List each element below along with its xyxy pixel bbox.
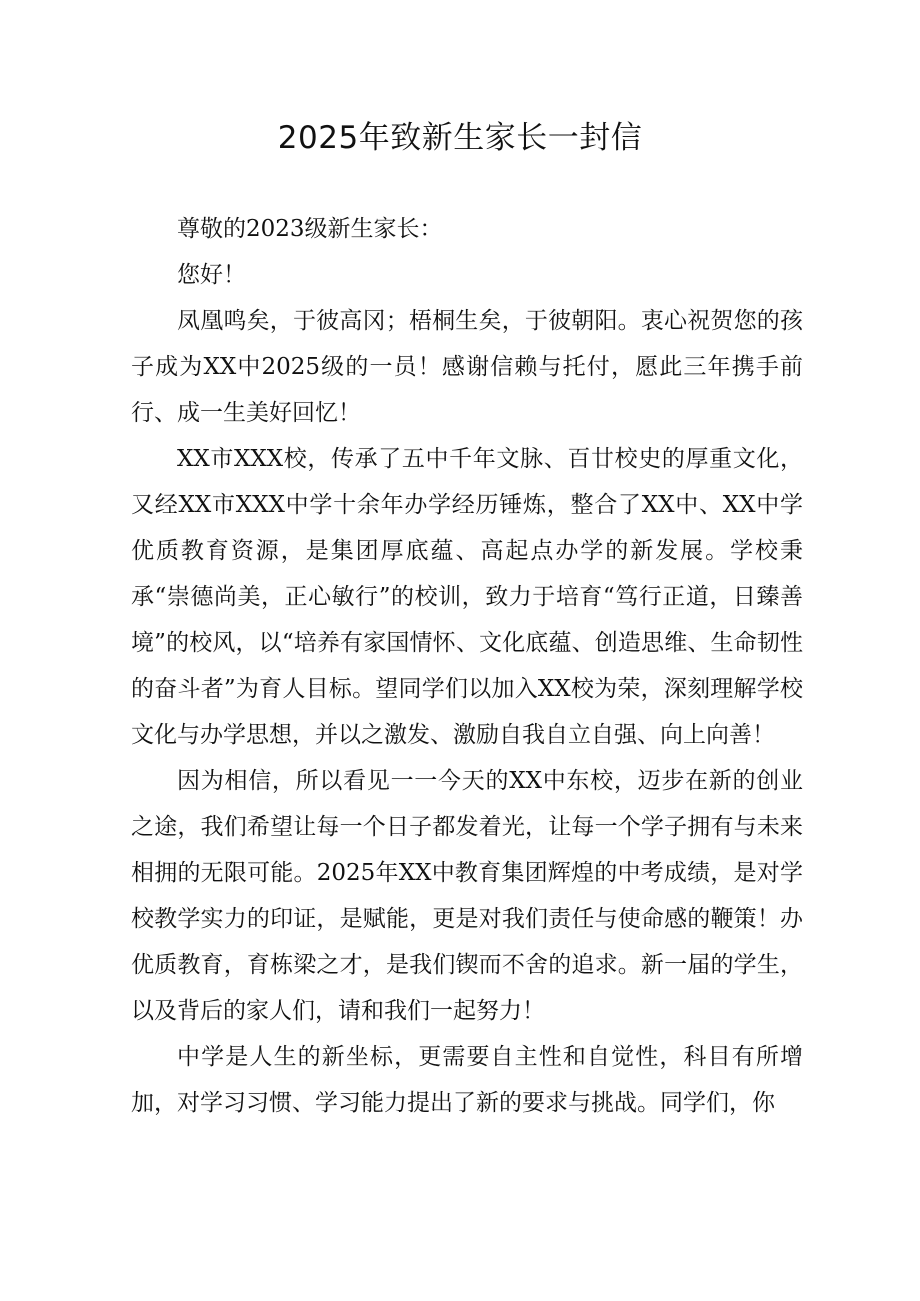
paragraph: 凤凰鸣矣，于彼高冈；梧桐生矣，于彼朝阳。衷心祝贺您的孩子成为XX中2025级的一员！感谢信赖与托付，愿此三年携手前行、成一生美好回忆！ (131, 308, 803, 426)
paragraph: 中学是人生的新坐标，更需要自主性和自觉性，科目有所增加，对学习习惯、学习能力提出了新的要求与挑战。同学们，你 (131, 1044, 803, 1116)
paragraph: 因为相信，所以看见一一今天的XX中东校，迈步在新的创业之途，我们希望让每一个日子都发着光，让每一个学子拥有与未来相拥的无限可能。2025年XX中教育集团辉煌的中考成绩，是对学校教学实力的印证，是赋能，更是对我们责任与使命感的鞭策！办优质教育，育栋梁之才，是我们锲而不舍的追求。新一届的学生，以及背后的家人们，请和我们一起努力！ (131, 768, 803, 1024)
salutation: 尊敬的2023级新生家长： (177, 216, 443, 242)
letter-body (131, 206, 803, 1126)
document-title: 2025年致新生家长一封信 (277, 120, 643, 156)
greeting: 您好！ (177, 262, 246, 288)
paragraph: XX市XXX校，传承了五中千年文脉、百廿校史的厚重文化，又经XX市XXX中学十余年办学经历锤炼，整合了XX中、XX中学优质教育资源，是集团厚底蕴、高起点办学的新发展。学校秉承“崇德尚美，正心敏行”的校训，致力于培育“笃行正道，日臻善境”的校风，以“培养有家国情怀、文化底蕴、创造思维、生命韧性的奋斗者”为育人目标。望同学们以加入XX校为荣，深刻理解学校文化与办学思想，并以之激发、激励自我自立自强、向上向善！ (131, 446, 803, 748)
